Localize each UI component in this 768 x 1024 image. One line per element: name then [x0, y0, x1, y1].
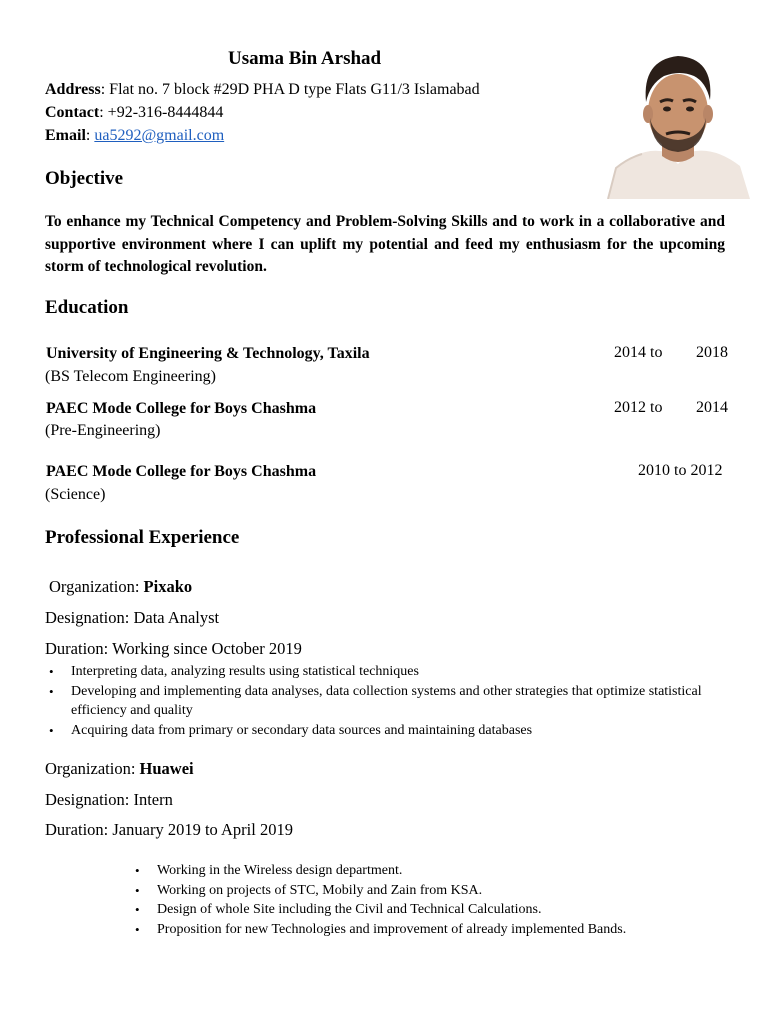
responsibility-item: • Acquiring data from primary or secondary data sources and maintaining databases [45, 721, 705, 741]
contact-line [45, 104, 223, 122]
contact-value: : +92-316-8444844 [99, 104, 224, 121]
job-duration [45, 820, 293, 840]
organization-name: Huawei [139, 759, 194, 778]
address-value: : Flat no. 7 block #29D PHA D type Flats G11/3 Islamabad [100, 81, 480, 98]
job-organization [45, 759, 194, 779]
job-organization [49, 577, 192, 597]
organization-label: Organization: [49, 577, 144, 596]
education-heading: Education [45, 297, 129, 318]
job-duration [45, 639, 302, 659]
candidate-name: Usama Bin Arshad [228, 48, 382, 69]
email-line [45, 127, 224, 145]
job-designation [45, 790, 173, 810]
education-institution: PAEC Mode College for Boys Chashma [46, 463, 317, 480]
responsibility-item: • Proposition for new Technologies and improvement of already implemented Bands. [131, 920, 731, 940]
responsibility-item: • Interpreting data, analyzing results using statistical techniques [45, 662, 705, 682]
designation-label: Designation: [45, 608, 134, 627]
organization-label: Organization: [45, 759, 140, 778]
responsibility-item: • Design of whole Site including the Civil and Technical Calculations. [131, 900, 731, 920]
job-responsibilities [131, 861, 731, 939]
education-date-to: 2018 [696, 344, 728, 361]
duration-value: January 2019 to April 2019 [112, 820, 293, 839]
email-link[interactable]: ua5292@gmail.com [94, 127, 225, 144]
address-label: Address [45, 81, 101, 98]
education-date-from: 2014 to [614, 344, 663, 361]
organization-name: Pixako [143, 577, 193, 596]
education-program: (Science) [45, 486, 106, 503]
email-label: Email [45, 127, 86, 144]
designation-value: Intern [133, 790, 173, 809]
designation-value: Data Analyst [133, 608, 220, 627]
address-line [45, 81, 480, 99]
duration-value: Working since October 2019 [112, 639, 302, 658]
education-program: (BS Telecom Engineering) [45, 368, 216, 385]
education-institution: University of Engineering & Technology, Taxila [46, 345, 370, 362]
objective-heading: Objective [45, 168, 124, 189]
duration-label: Duration: [45, 639, 113, 658]
education-institution: PAEC Mode College for Boys Chashma [46, 400, 317, 417]
responsibility-item: • Working on projects of STC, Mobily and Zain from KSA. [131, 881, 731, 901]
education-program: (Pre-Engineering) [45, 422, 161, 439]
education-dates: 2010 to 2012 [638, 462, 723, 479]
objective-text: To enhance my Technical Competency and Problem-Solving Skills and to work in a collaborative and supportive environment where I can uplift my potential and feed my enthusiasm for the upcoming storm of technological revolution. [45, 213, 725, 275]
email-separator: : [85, 127, 95, 144]
responsibility-item: • Developing and implementing data analyses, data collection systems and other strategies that optimize statistical efficiency and quality [45, 682, 705, 721]
responsibility-item: • Working in the Wireless design department. [131, 861, 731, 881]
contact-label: Contact [45, 104, 100, 121]
education-date-from: 2012 to [614, 399, 663, 416]
duration-label: Duration: [45, 820, 113, 839]
designation-label: Designation: [45, 790, 134, 809]
job-responsibilities [45, 662, 705, 740]
profile-photo [602, 46, 754, 199]
education-date-to: 2014 [696, 399, 728, 416]
experience-heading: Professional Experience [45, 527, 240, 548]
job-designation [45, 608, 219, 628]
